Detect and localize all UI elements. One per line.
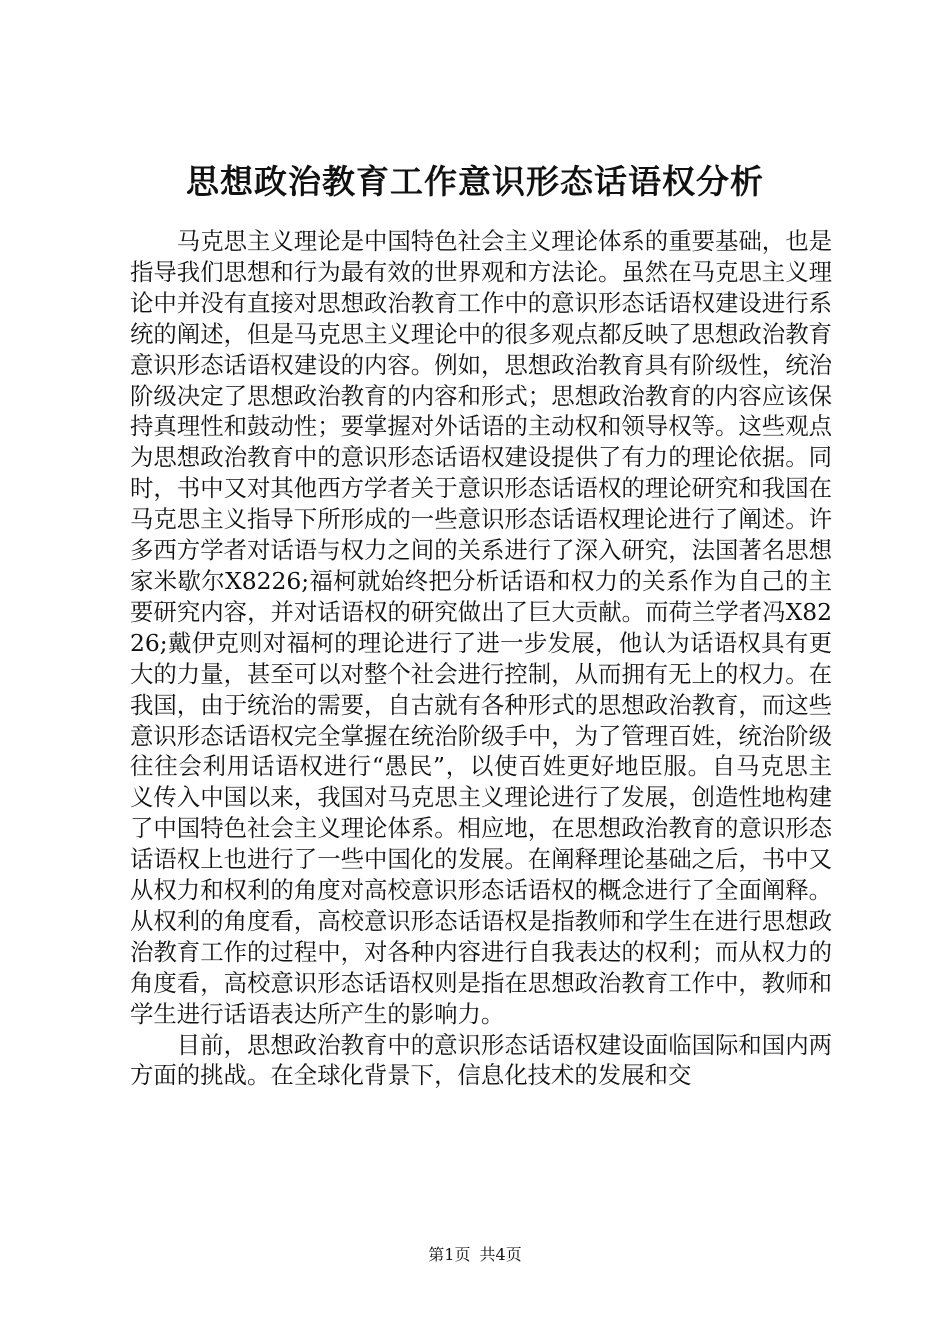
page-footer [0, 1244, 950, 1266]
document-title: 思想政治教育工作意识形态话语权分析 [186, 162, 764, 201]
paragraph-2: 目前，思想政治教育中的意识形态话语权建设面临国际和国内两方面的挑战。在全球化背景下，信息化技术的发展和交 [130, 1030, 832, 1090]
page-number: 第1页 [428, 1245, 471, 1264]
paragraph-1: 马克思主义理论是中国特色社会主义理论体系的重要基础，也是指导我们思想和行为最有效的世界观和方法论。虽然在马克思主义理论中并没有直接对思想政治教育工作中的意识形态话语权建设进行系统的阐述，但是马克思主义理论中的很多观点都反映了思想政治教育意识形态话语权建设的内容。例如，思想政治教育具有阶级性，统治阶级决定了思想政治教育的内容和形式；思想政治教育的内容应该保持真理性和鼓动性；要掌握对外话语的主动权和领导权等。这些观点为思想政治教育中的意识形态话语权建设提供了有力的理论依据。同时，书中又对其他西方学者关于意识形态话语权的理论研究和我国在马克思主义指导下所形成的一些意识形态话语权理论进行了阐述。许多西方学者对话语与权力之间的关系进行了深入研究，法国著名思想家米歇尔X8226;福柯就始终把分析话语和权力的关系作为自己的主要研究内容，并对话语权的研究做出了巨大贡献。而荷兰学者冯X8226;戴伊克则对福柯的理论进行了进一步发展，他认为话语权具有更大的力量，甚至可以对整个社会进行控制，从而拥有无上的权力。在我国，由于统治的需要，自古就有各种形式的思想政治教育，而这些意识形态话语权完全掌握在统治阶级手中，为了管理百姓，统治阶级往往会利用话语权进行“愚民”，以使百姓更好地臣服。自马克思主义传入中国以来，我国对马克思主义理论进行了发展，创造性地构建了中国特色社会主义理论体系。相应地，在思想政治教育的意识形态话语权上也进行了一些中国化的发展。在阐释理论基础之后，书中又从权力和权利的角度对高校意识形态话语权的概念进行了全面阐释。从权利的角度看，高校意识形态话语权是指教师和学生在进行思想政治教育工作的过程中，对各种内容进行自我表达的权利；而从权力的角度看，高校意识形态话语权则是指在思想政治教育工作中，教师和学生进行话语表达所产生的影响力。 [130, 227, 832, 1028]
document-body [130, 226, 832, 1091]
page-total: 共4页 [479, 1245, 522, 1264]
